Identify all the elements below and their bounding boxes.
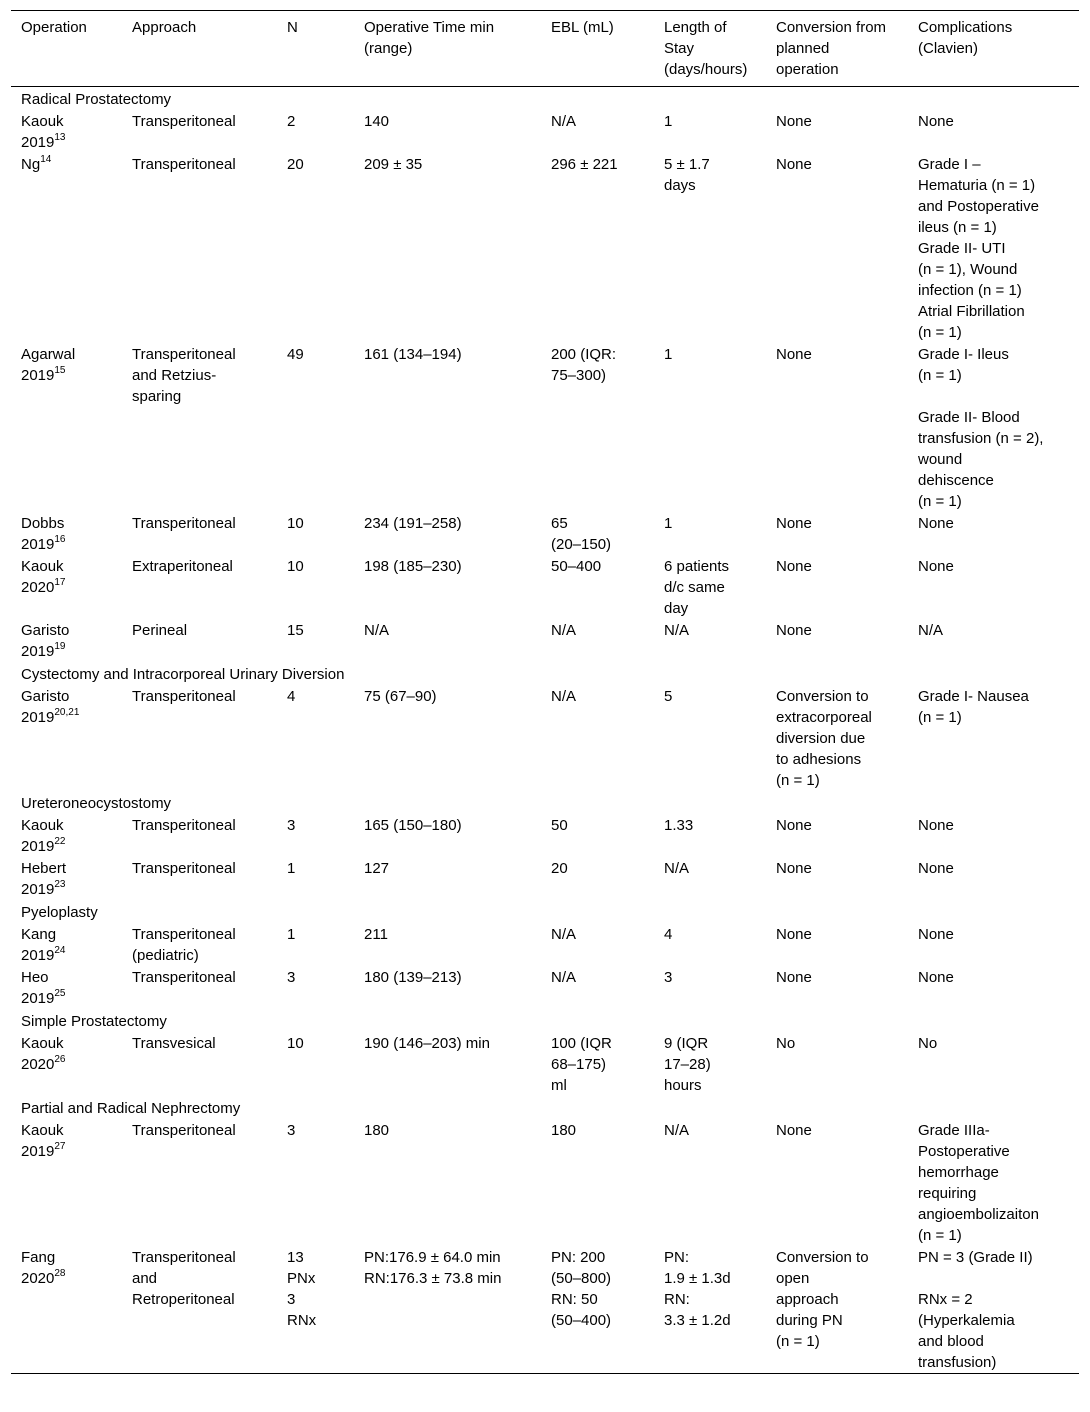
n-cell-value: 20 xyxy=(287,156,304,173)
approach-cell: Transvesical xyxy=(132,1035,216,1052)
conversion-cell: None xyxy=(776,817,812,834)
ebl-cell-value: 200 (IQR: 75–300) xyxy=(551,346,617,384)
ebl-cell-value: 180 xyxy=(551,1122,577,1139)
table-row xyxy=(11,343,1079,512)
complications-cell xyxy=(908,1247,1079,1373)
complications-value: Grade IIIa- Postoperative hemorrhage requiring angioembolizaiton (n = 1) xyxy=(918,1122,1039,1244)
operative-time-cell xyxy=(354,344,541,512)
ebl-cell-value-2: RN: 50 (50–400) xyxy=(551,1291,612,1329)
n-cell xyxy=(277,111,354,153)
header-operation: Operation xyxy=(21,19,87,36)
reference-number: 27 xyxy=(54,1141,66,1152)
operation-cell xyxy=(11,154,122,343)
length-of-stay-cell xyxy=(654,924,766,966)
ebl-cell xyxy=(541,1247,654,1373)
n-cell-value-2: 3 RNx xyxy=(287,1291,317,1329)
reference-number: 20,21 xyxy=(54,707,80,718)
length-of-stay-cell-value: 5 xyxy=(664,688,673,705)
length-of-stay-cell xyxy=(654,815,766,857)
length-of-stay-cell-value: 6 patients d/c same day xyxy=(664,558,730,617)
table-row xyxy=(11,1246,1079,1373)
operation-name: Fang 2020 xyxy=(21,1249,56,1287)
n-cell xyxy=(277,513,354,555)
operation-cell xyxy=(11,858,122,900)
approach-cell: Transperitoneal and Retzius- sparing xyxy=(132,346,236,405)
group-cystectomy xyxy=(11,685,1079,791)
table-row xyxy=(11,966,1079,1009)
conversion-cell: None xyxy=(776,515,812,532)
operative-time-cell xyxy=(354,1247,541,1373)
ebl-cell xyxy=(541,1033,654,1096)
length-of-stay-cell-value: 4 xyxy=(664,926,673,943)
reference-number: 24 xyxy=(54,945,66,956)
table-row xyxy=(11,1032,1079,1096)
conversion-cell: None xyxy=(776,622,812,639)
operative-time-cell-value: 180 xyxy=(364,1122,390,1139)
length-of-stay-cell-value: 1 xyxy=(664,346,673,363)
reference-number: 14 xyxy=(40,154,52,165)
complications-value: No xyxy=(918,1035,938,1052)
operation-name: Kaouk 2019 xyxy=(21,817,64,855)
header-conversion: Conversion from planned operation xyxy=(776,19,887,78)
operative-time-cell xyxy=(354,513,541,555)
n-cell xyxy=(277,924,354,966)
operation-cell xyxy=(11,815,122,857)
ebl-cell xyxy=(541,967,654,1009)
group-ureteroneocystostomy xyxy=(11,814,1079,900)
n-cell xyxy=(277,344,354,512)
n-cell xyxy=(277,686,354,791)
ebl-cell xyxy=(541,111,654,153)
ebl-cell-value: 50–400 xyxy=(551,558,602,575)
length-of-stay-cell xyxy=(654,858,766,900)
group-simple-prostatectomy xyxy=(11,1032,1079,1096)
section-ureteroneocystostomy: Ureteroneocystostomy xyxy=(21,795,172,812)
operative-time-cell xyxy=(354,815,541,857)
complications-cell xyxy=(908,924,1079,966)
operation-name: Ng xyxy=(21,156,41,173)
operative-time-cell-value: 211 xyxy=(364,926,388,943)
conversion-cell: None xyxy=(776,558,812,575)
operative-time-cell-value: 165 (150–180) xyxy=(364,817,462,834)
spacer xyxy=(918,386,1077,407)
operation-cell xyxy=(11,1247,122,1373)
operative-time-cell xyxy=(354,111,541,153)
approach-cell: Transperitoneal xyxy=(132,1122,236,1139)
approach-cell: Transperitoneal xyxy=(132,817,236,834)
operation-name: Dobbs 2019 xyxy=(21,515,65,553)
length-of-stay-cell xyxy=(654,513,766,555)
table-header xyxy=(11,11,1079,87)
operation-cell xyxy=(11,1120,122,1246)
operative-time-cell xyxy=(354,1120,541,1246)
complications-cell xyxy=(908,344,1079,512)
reference-number: 13 xyxy=(54,132,66,143)
n-cell xyxy=(277,1033,354,1096)
ebl-cell-value: N/A xyxy=(551,969,577,986)
approach-cell: Extraperitoneal xyxy=(132,558,233,575)
complications-cell xyxy=(908,967,1079,1009)
complications-value: None xyxy=(918,817,954,834)
length-of-stay-cell xyxy=(654,620,766,662)
operation-name: Agarwal 2019 xyxy=(21,346,76,384)
section-cystectomy: Cystectomy and Intracorporeal Urinary Diversion xyxy=(21,666,345,683)
reference-number: 17 xyxy=(54,577,66,588)
complications-value: None xyxy=(918,860,954,877)
operation-name: Kaouk 2020 xyxy=(21,558,64,596)
complications-cell xyxy=(908,858,1079,900)
length-of-stay-cell-value: 1.33 xyxy=(664,817,694,834)
header-operative-time: Operative Time min (range) xyxy=(364,19,495,57)
operative-time-cell-value: 161 (134–194) xyxy=(364,346,462,363)
table-row xyxy=(11,512,1079,555)
ebl-cell xyxy=(541,154,654,343)
complications-value: Grade I- Nausea (n = 1) xyxy=(918,688,1029,726)
length-of-stay-cell xyxy=(654,1120,766,1246)
group-radical-prostatectomy xyxy=(11,110,1079,662)
ebl-cell xyxy=(541,1120,654,1246)
ebl-cell-value: 296 ± 221 xyxy=(551,156,618,173)
n-cell-value: 49 xyxy=(287,346,304,363)
ebl-cell xyxy=(541,686,654,791)
length-of-stay-cell xyxy=(654,154,766,343)
ebl-cell xyxy=(541,556,654,619)
conversion-cell: None xyxy=(776,926,812,943)
conversion-cell: Conversion to open approach during PN (n = 1) xyxy=(776,1249,869,1350)
length-of-stay-cell-value: 5 ± 1.7 days xyxy=(664,156,710,194)
ebl-cell-value: 50 xyxy=(551,817,568,834)
conversion-cell: None xyxy=(776,860,812,877)
n-cell-value: 1 xyxy=(287,860,296,877)
operative-time-cell-value-2: RN:176.3 ± 73.8 min xyxy=(364,1270,502,1287)
section-nephrectomy: Partial and Radical Nephrectomy xyxy=(21,1100,241,1117)
operation-cell xyxy=(11,111,122,153)
table-row xyxy=(11,153,1079,343)
operative-time-cell xyxy=(354,620,541,662)
complications-value-2: Grade II- Blood transfusion (n = 2), wound dehiscence (n = 1) xyxy=(918,409,1044,510)
operative-time-cell-value: 180 (139–213) xyxy=(364,969,462,986)
operation-cell xyxy=(11,344,122,512)
complications-value: N/A xyxy=(918,622,944,639)
complications-cell xyxy=(908,556,1079,619)
header-length-of-stay: Length of Stay (days/hours) xyxy=(664,19,748,78)
table-row xyxy=(11,685,1079,791)
ebl-cell-value: PN: 200 (50–800) xyxy=(551,1249,612,1287)
approach-cell: Transperitoneal xyxy=(132,515,236,532)
ebl-cell xyxy=(541,513,654,555)
operation-cell xyxy=(11,1033,122,1096)
n-cell xyxy=(277,620,354,662)
operation-name: Kaouk 2020 xyxy=(21,1035,64,1073)
spacer xyxy=(918,1268,1077,1289)
table-row xyxy=(11,619,1079,662)
complications-value: None xyxy=(918,926,954,943)
n-cell-value: 3 xyxy=(287,969,296,986)
length-of-stay-cell xyxy=(654,967,766,1009)
operation-cell xyxy=(11,686,122,791)
length-of-stay-cell-value: PN: 1.9 ± 1.3d xyxy=(664,1249,731,1287)
complications-value: None xyxy=(918,969,954,986)
ebl-cell-value: N/A xyxy=(551,926,577,943)
ebl-cell xyxy=(541,858,654,900)
header-ebl: EBL (mL) xyxy=(551,19,614,36)
n-cell-value: 4 xyxy=(287,688,296,705)
approach-cell: Transperitoneal xyxy=(132,860,236,877)
ebl-cell-value: 20 xyxy=(551,860,568,877)
complications-cell xyxy=(908,513,1079,555)
complications-value: None xyxy=(918,558,954,575)
approach-cell: Transperitoneal xyxy=(132,113,236,130)
header-complications: Complications (Clavien) xyxy=(918,19,1013,57)
operation-name: Garisto 2019 xyxy=(21,688,70,726)
ebl-cell-value: 65 (20–150) xyxy=(551,515,612,553)
complications-cell xyxy=(908,686,1079,791)
operation-cell xyxy=(11,513,122,555)
conversion-cell: None xyxy=(776,113,812,130)
length-of-stay-cell xyxy=(654,686,766,791)
n-cell-value: 15 xyxy=(287,622,304,639)
n-cell xyxy=(277,858,354,900)
operation-cell xyxy=(11,967,122,1009)
n-cell-value: 10 xyxy=(287,515,304,532)
length-of-stay-cell-value: 1 xyxy=(664,113,673,130)
reference-number: 15 xyxy=(54,365,66,376)
ebl-cell xyxy=(541,924,654,966)
operation-name: Kaouk 2019 xyxy=(21,1122,64,1160)
operative-time-cell xyxy=(354,924,541,966)
operative-time-cell-value: 140 xyxy=(364,113,390,130)
operative-time-cell xyxy=(354,858,541,900)
reference-number: 23 xyxy=(54,879,66,890)
n-cell xyxy=(277,815,354,857)
conversion-cell: None xyxy=(776,156,812,173)
approach-cell: Perineal xyxy=(132,622,188,639)
n-cell xyxy=(277,1120,354,1246)
operation-cell xyxy=(11,924,122,966)
ebl-cell-value: 100 (IQR 68–175) ml xyxy=(551,1035,612,1094)
reference-number: 22 xyxy=(54,836,66,847)
reference-number: 26 xyxy=(54,1054,66,1065)
complications-cell xyxy=(908,1033,1079,1096)
ebl-cell-value: N/A xyxy=(551,113,577,130)
n-cell xyxy=(277,1247,354,1373)
complications-cell xyxy=(908,1120,1079,1246)
ebl-cell xyxy=(541,815,654,857)
approach-cell: Transperitoneal (pediatric) xyxy=(132,926,236,964)
operative-time-cell-value: 190 (146–203) min xyxy=(364,1035,490,1052)
operative-time-cell xyxy=(354,967,541,1009)
group-nephrectomy xyxy=(11,1119,1079,1373)
complications-value-2: RNx = 2 (Hyperkalemia and blood transfusion) xyxy=(918,1291,1015,1371)
operative-time-cell xyxy=(354,154,541,343)
n-cell-value: 2 xyxy=(287,113,296,130)
reference-number: 19 xyxy=(54,641,66,652)
conversion-cell: Conversion to extracorporeal diversion due to adhesions (n = 1) xyxy=(776,688,872,789)
n-cell-value: 13 PNx xyxy=(287,1249,316,1287)
section-pyeloplasty: Pyeloplasty xyxy=(21,904,98,921)
length-of-stay-cell xyxy=(654,344,766,512)
ebl-cell-value: N/A xyxy=(551,622,577,639)
complications-value: None xyxy=(918,113,954,130)
complications-value: Grade I – Hematuria (n = 1) and Postoperative ileus (n = 1) Grade II- UTI (n = 1), Wound infection (n = 1) Atrial Fibrillation (n = 1) xyxy=(918,156,1039,341)
length-of-stay-cell xyxy=(654,111,766,153)
complications-value: Grade I- Ileus (n = 1) xyxy=(918,346,1009,384)
operation-name: Kang 2019 xyxy=(21,926,57,964)
operative-time-cell-value: N/A xyxy=(364,622,390,639)
operative-time-cell-value: 198 (185–230) xyxy=(364,558,462,575)
operative-time-cell xyxy=(354,686,541,791)
length-of-stay-cell-value-2: RN: 3.3 ± 1.2d xyxy=(664,1291,731,1329)
operation-name: Garisto 2019 xyxy=(21,622,70,660)
operative-time-cell-value: 127 xyxy=(364,860,390,877)
section-simple-prostatectomy: Simple Prostatectomy xyxy=(21,1013,167,1030)
approach-cell: Transperitoneal and Retroperitoneal xyxy=(132,1249,236,1308)
operative-time-cell xyxy=(354,556,541,619)
table-row xyxy=(11,814,1079,857)
n-cell-value: 1 xyxy=(287,926,296,943)
header-n: N xyxy=(287,19,298,36)
length-of-stay-cell-value: N/A xyxy=(664,622,690,639)
operative-time-cell-value: 209 ± 35 xyxy=(364,156,423,173)
complications-value: PN = 3 (Grade II) xyxy=(918,1249,1033,1266)
header-approach: Approach xyxy=(132,19,197,36)
study-table xyxy=(11,10,1079,1374)
operative-time-cell-value: PN:176.9 ± 64.0 min xyxy=(364,1249,501,1266)
complications-value: None xyxy=(918,515,954,532)
n-cell xyxy=(277,556,354,619)
n-cell xyxy=(277,967,354,1009)
section-radical-prostatectomy: Radical Prostatectomy xyxy=(21,91,172,108)
approach-cell: Transperitoneal xyxy=(132,688,236,705)
conversion-cell: None xyxy=(776,1122,812,1139)
reference-number: 25 xyxy=(54,988,66,999)
operation-cell xyxy=(11,620,122,662)
table-row xyxy=(11,110,1079,153)
table-row xyxy=(11,555,1079,619)
conversion-cell: None xyxy=(776,969,812,986)
ebl-cell xyxy=(541,620,654,662)
length-of-stay-cell-value: 1 xyxy=(664,515,673,532)
operation-name: Heo 2019 xyxy=(21,969,55,1007)
n-cell-value: 10 xyxy=(287,558,304,575)
n-cell-value: 3 xyxy=(287,1122,296,1139)
ebl-cell-value: N/A xyxy=(551,688,577,705)
complications-cell xyxy=(908,111,1079,153)
operative-time-cell-value: 75 (67–90) xyxy=(364,688,437,705)
conversion-cell: None xyxy=(776,346,812,363)
length-of-stay-cell-value: N/A xyxy=(664,860,690,877)
length-of-stay-cell xyxy=(654,1033,766,1096)
conversion-cell: No xyxy=(776,1035,796,1052)
complications-cell xyxy=(908,815,1079,857)
approach-cell: Transperitoneal xyxy=(132,969,236,986)
n-cell-value: 3 xyxy=(287,817,296,834)
reference-number: 16 xyxy=(54,534,66,545)
complications-cell xyxy=(908,620,1079,662)
operative-time-cell-value: 234 (191–258) xyxy=(364,515,462,532)
table-row xyxy=(11,1119,1079,1246)
approach-cell: Transperitoneal xyxy=(132,156,236,173)
reference-number: 28 xyxy=(54,1268,66,1279)
n-cell-value: 10 xyxy=(287,1035,304,1052)
table-row xyxy=(11,923,1079,966)
complications-cell xyxy=(908,154,1079,343)
operative-time-cell xyxy=(354,1033,541,1096)
operation-cell xyxy=(11,556,122,619)
length-of-stay-cell xyxy=(654,556,766,619)
ebl-cell xyxy=(541,344,654,512)
length-of-stay-cell-value: N/A xyxy=(664,1122,690,1139)
operation-name: Hebert 2019 xyxy=(21,860,67,898)
operation-name: Kaouk 2019 xyxy=(21,113,64,151)
length-of-stay-cell-value: 9 (IQR 17–28) hours xyxy=(664,1035,711,1094)
n-cell xyxy=(277,154,354,343)
length-of-stay-cell xyxy=(654,1247,766,1373)
group-pyeloplasty xyxy=(11,923,1079,1009)
table-row xyxy=(11,857,1079,900)
length-of-stay-cell-value: 3 xyxy=(664,969,673,986)
